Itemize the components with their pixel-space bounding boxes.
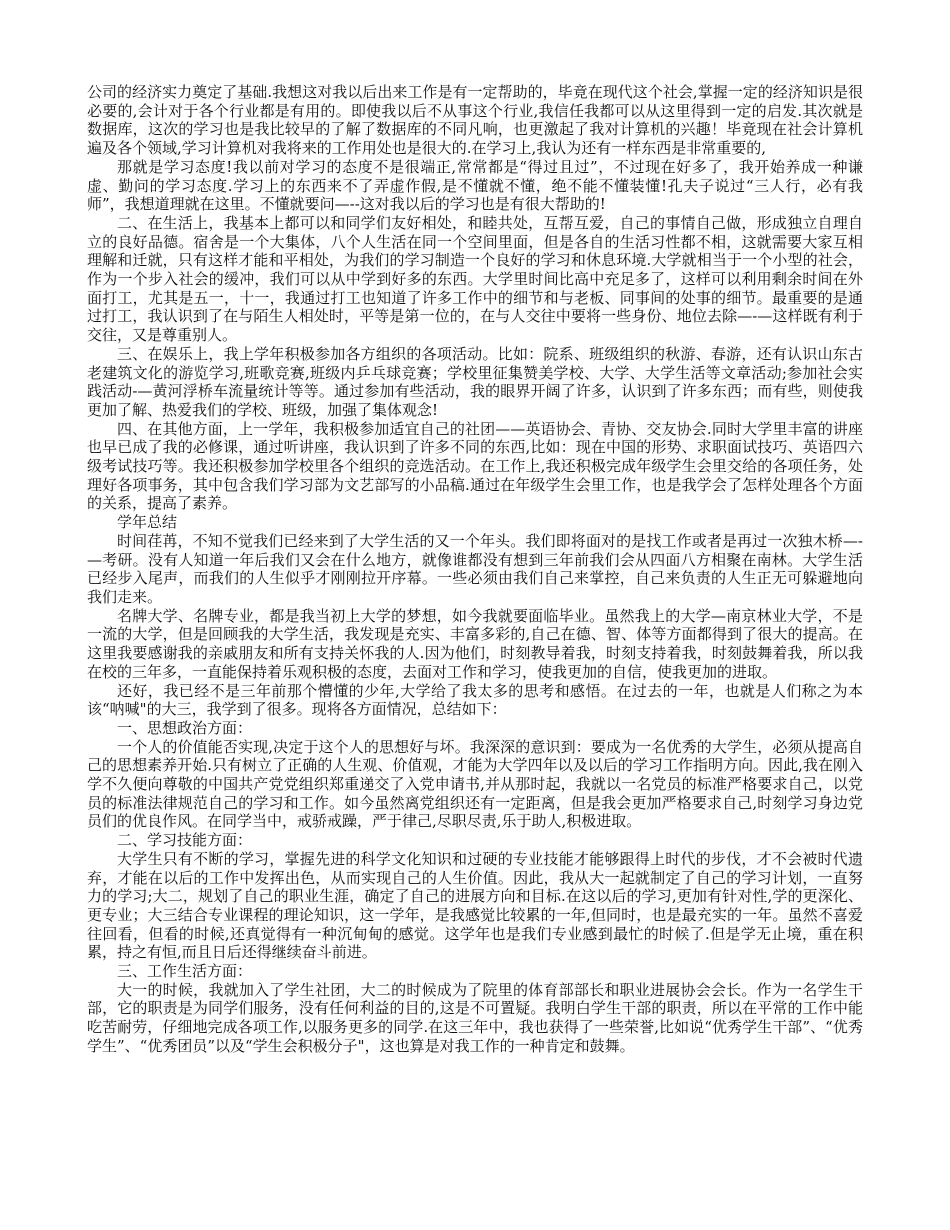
paragraph: 三、在娱乐上，我上学年积极参加各方组织的各项活动。比如：院系、班级组织的秋游、春游，还有认识山东古老建筑文化的游览学习,班歌竞赛,班级内乒乓球竞赛；学校里征集赞美学校、大学、大学生活等文章活动;参加社会实践活动-—黄河浮桥车流量统计等等。通过参加有些活动，我的眼界开阔了许多，认识到了许多东西；而有些，则使我更加了解、热爱我们的学校、班级，加强了集体观念! <box>87 344 863 419</box>
paragraph: 大学生只有不断的学习，掌握先进的科学文化知识和过硬的专业技能才能够跟得上时代的步伐，才不会被时代遗弃，才能在以后的工作中发挥出色，从而实现自己的人生价值。因此，我从大一起就制定了自己的学习计划，一直努力的学习;大二，规划了自己的职业生涯，确定了自己的进展方向和目标.在这以后的学习,更加有针对性,学的更深化、更专业；大三结合专业课程的理论知识，这一学年，是我感觉比较累的一年,但同时，也是最充实的一年。虽然不喜爱往回看，但看的时候,还真觉得有一种沉甸甸的感觉。这学年也是我们专业感到最忙的时候了.但是学无止境，重在积累，持之有恒,而且日后还得继续奋斗前进。 <box>87 849 863 962</box>
paragraph: 一个人的价值能否实现,决定于这个人的思想好与坏。我深深的意识到：要成为一名优秀的大学生，必须从提高自己的思想素养开始.只有树立了正确的人生观、价值观，才能为大学四年以及以后的学习工作指明方向。因此,我在刚入学不久便向尊敬的中国共产党党组织郑重递交了入党申请书,并从那时起，我就以一名党员的标准严格要求自己，以党员的标准法律规范自己的学习和工作。如今虽然离党组织还有一定距离，但是我会更加严格要求自己,时刻学习身边党员们的优良作风。在同学当中，戒骄戒躁，严于律己,尽职尽责,乐于助人,积极进取。 <box>87 737 863 831</box>
paragraph: 时间荏苒，不知不觉我们已经来到了大学生活的又一个年头。我们即将面对的是找工作或者是再过一次独木桥—-—考研。没有人知道一年后我们又会在什么地方，就像谁都没有想到三年前我们会从四面八方相聚在南林。大学生活已经步入尾声，而我们的人生似乎才刚刚拉开序幕。一些必须由我们自己来掌控，自己来负责的人生正无可躲避地向我们走来。 <box>87 531 863 606</box>
paragraph: 名牌大学、名牌专业，都是我当初上大学的梦想，如今我就要面临毕业。虽然我上的大学—南京林业大学，不是一流的大学，但是回顾我的大学生活，我发现是充实、丰富多彩的,自己在德、智、体等方面都得到了很大的提高。在这里我要感谢我的亲戚朋友和所有支持关怀我的人.因为他们，时刻教导着我，时刻支持着我，时刻鼓舞着我，所以我在校的三年多，一直能保持着乐观积极的态度，去面对工作和学习，使我更加的自信，使我更加的进取。 <box>87 606 863 681</box>
paragraph: 学年总结 <box>117 513 178 532</box>
paragraph: 一、思想政治方面： <box>117 718 253 737</box>
paragraph: 公司的经济实力奠定了基础.我想这对我以后出来工作是有一定帮助的，毕竟在现代这个社会,掌握一定的经济知识是很必要的,会计对于各个行业都是有用的。即使我以后不从事这个行业,我信任我都可以从这里得到一定的启发.其次就是数据库，这次的学习也是我比较早的了解了数据库的不同凡响，也更激起了我对计算机的兴趣！毕竟现在社会计算机遍及各个领域,学习计算机对我将来的工作用处也是很大的.在学习上,我认为还有一样东西是非常重要的, <box>87 83 863 158</box>
paragraph: 还好，我已经不是三年前那个懵懂的少年,大学给了我太多的思考和感悟。在过去的一年，也就是人们称之为本该“呐喊"的大三，我学到了很多。现将各方面情况，总结如下： <box>87 681 863 719</box>
document-page <box>87 83 863 1056</box>
paragraph: 大一的时候，我就加入了学生社团，大二的时候成为了院里的体育部部长和职业进展协会会长。作为一名学生干部，它的职责是为同学们服务，没有任何利益的目的,这是不可置疑。我明白学生干部的职责，所以在平常的工作中能吃苦耐劳，仔细地完成各项工作,以服务更多的同学.在这三年中，我也获得了一些荣誉,比如说“优秀学生干部”、“优秀学生”、“优秀团员”以及“学生会积极分子"，这也算是对我工作的一种肯定和鼓舞。 <box>87 980 863 1055</box>
paragraph: 二、学习技能方面： <box>117 831 253 850</box>
paragraph: 三、工作生活方面： <box>117 962 253 981</box>
paragraph: 那就是学习态度!我以前对学习的态度不是很端正,常常都是“得过且过”，不过现在好多了，我开始养成一种谦虚、勤问的学习态度.学习上的东西来不了弄虚作假,是不懂就不懂，绝不能不懂装懂!孔夫子说过“三人行，必有我师”，我想道理就在这里。不懂就要问—--这对我以后的学习也是有很大帮助的! <box>87 157 863 214</box>
paragraph: 四、在其他方面，上一学年，我积极参加适宜自己的社团——英语协会、青协、交友协会.同时大学里丰富的讲座也早已成了我的必修课，通过听讲座，我认识到了许多不同的东西,比如：现在中国的形势、求职面试技巧、英语四六级考试技巧等。我还积极参加学校里各个组织的竞选活动。在工作上,我还积极完成年级学生会里交给的各项任务，处理好各项事务，其中包含我们学习部为文艺部写的小品稿.通过在年级学生会里工作，也是我学会了怎样处理各个方面的关系，提高了素养。 <box>87 419 863 513</box>
paragraph: 二、在生活上，我基本上都可以和同学们友好相处，和睦共处，互帮互爱，自己的事情自己做，形成独立自理自立的良好品德。宿舍是一个大集体，八个人生活在同一个空间里面，但是各自的生活习性都不相，这就需要大家互相理解和迁就，只有这样才能和平相处，为我们的学习制造一个良好的学习和休息环境.大学就相当于一个小型的社会，作为一个步入社会的缓冲，我们可以从中学到好多的东西。大学里时间比高中充足多了，这样可以利用剩余时间在外面打工，尤其是五一，十一，我通过打工也知道了许多工作中的细节和与老板、同事间的处事的细节。最重要的是通过打工，我认识到了在与陌生人相处时，平等是第一位的，在与人交往中要将一些身份、地位去除—-—这样既有利于交往，又是尊重别人。 <box>87 213 863 345</box>
